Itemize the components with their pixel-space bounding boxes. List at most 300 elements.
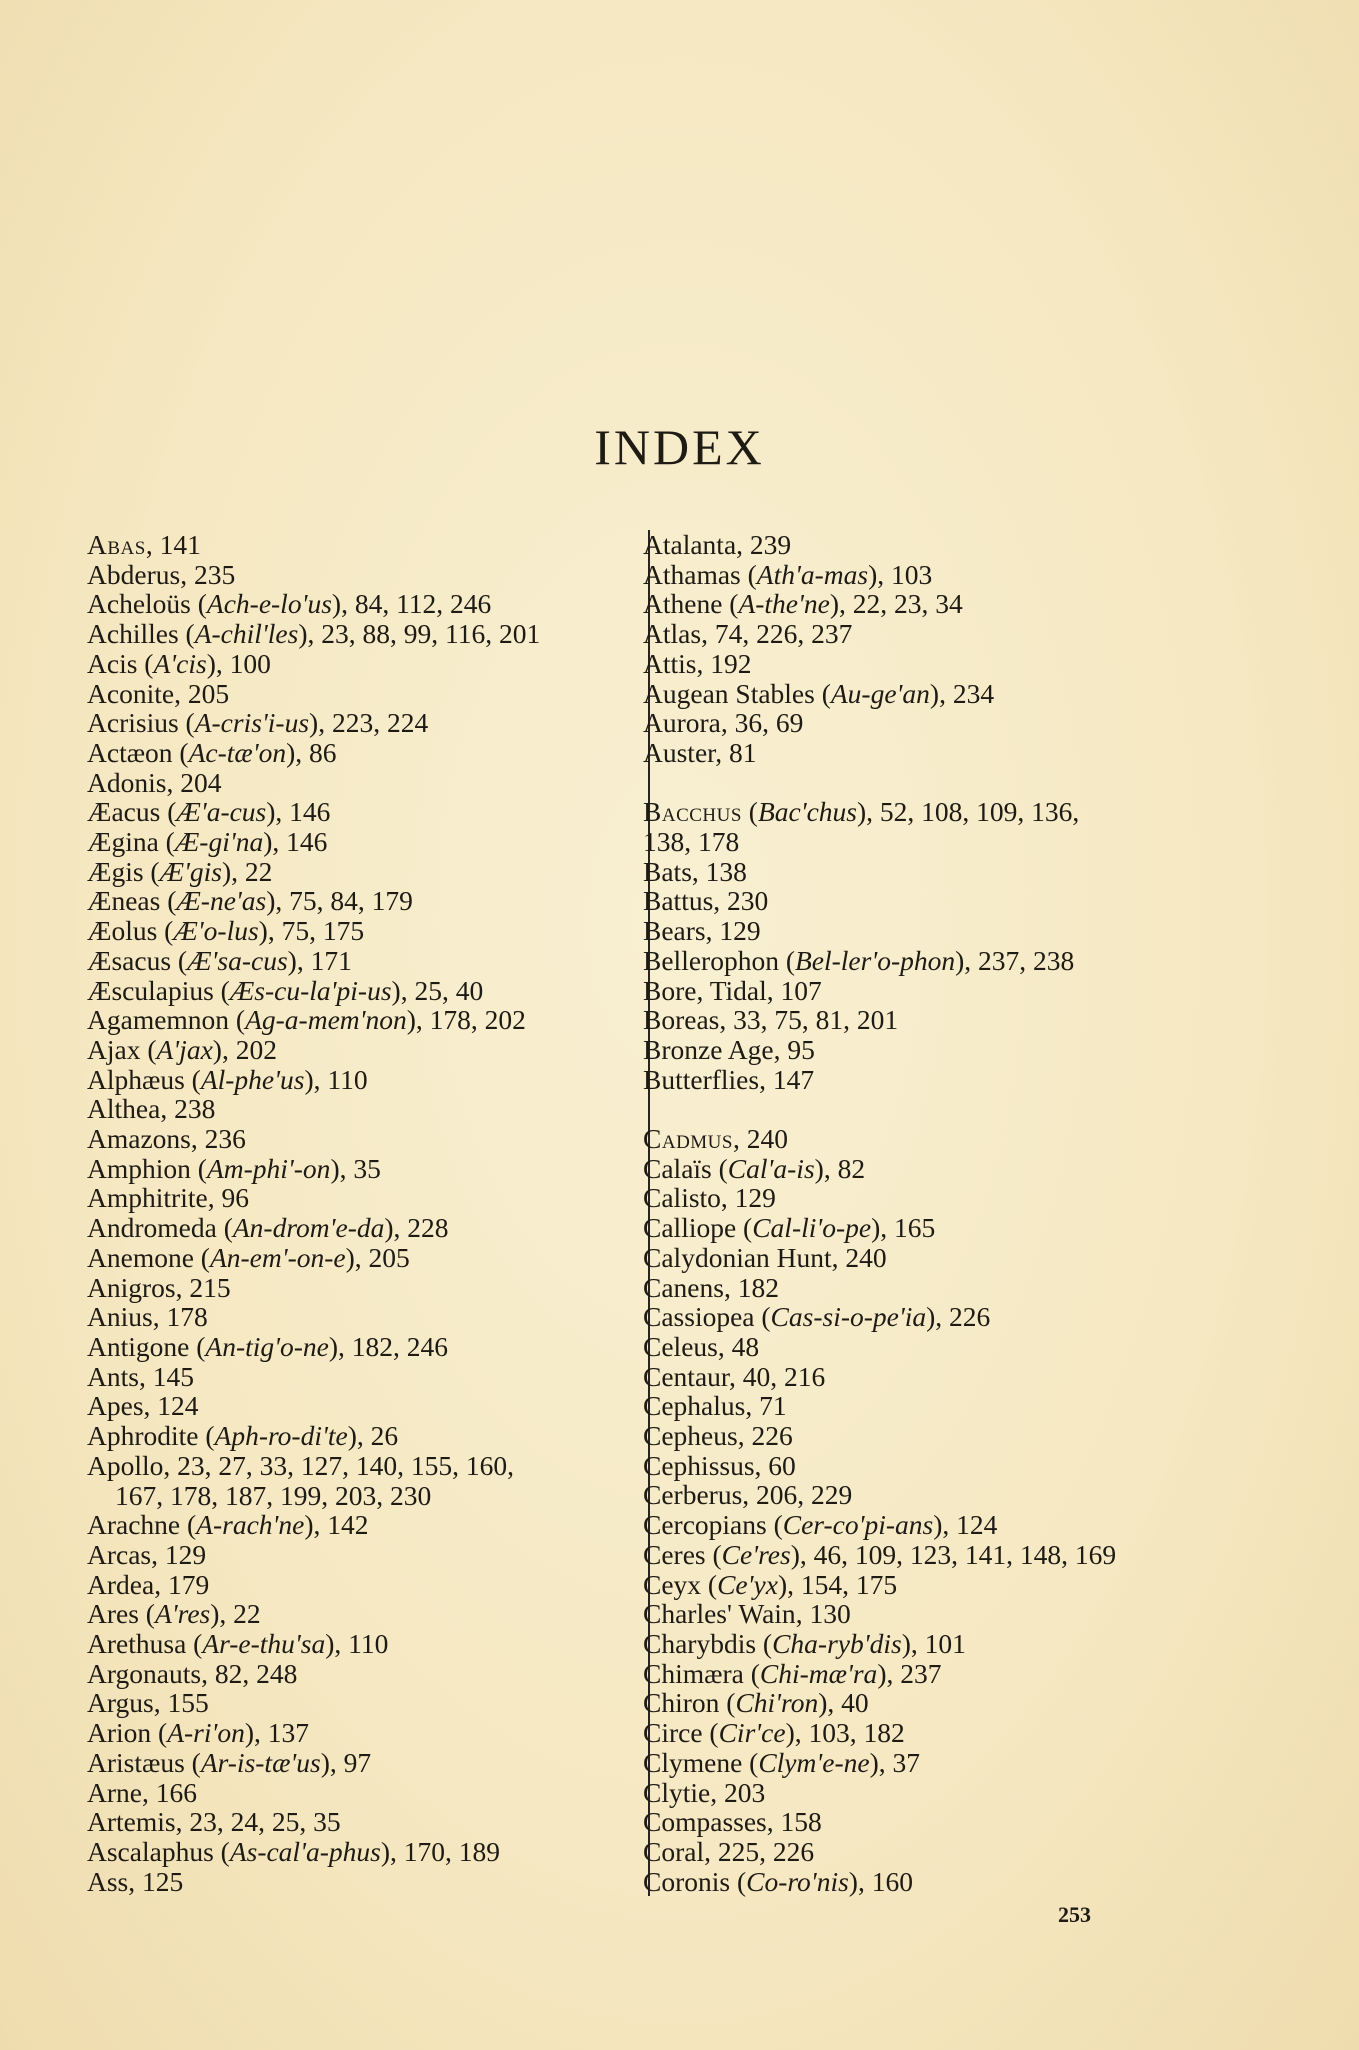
index-entry xyxy=(87,768,632,798)
entry-pages: ), 40 xyxy=(818,1687,869,1719)
entry-pronunciation: Co-ro'nis xyxy=(746,1865,849,1897)
entry-pages: , 95 xyxy=(773,1033,815,1065)
index-entry xyxy=(87,976,632,1006)
index-entry xyxy=(643,886,1190,916)
entry-pages: , 225, 226 xyxy=(704,1835,815,1867)
index-entry xyxy=(87,1718,632,1748)
entry-pronunciation: Ar-e-thu'sa xyxy=(202,1628,326,1660)
entry-headword: Ardea xyxy=(87,1568,155,1600)
entry-pages: ), 103, 182 xyxy=(785,1717,905,1749)
index-entry xyxy=(87,1688,632,1718)
entry-headword: Arethusa ( xyxy=(87,1628,203,1660)
entry-pronunciation: As-cal'a-phus xyxy=(229,1835,381,1867)
entry-pages: , 36, 69 xyxy=(720,707,804,739)
entry-pronunciation: A'cis xyxy=(153,647,207,679)
index-entry xyxy=(643,1005,1190,1035)
entry-headword: Cassiopea ( xyxy=(643,1301,771,1333)
index-entry xyxy=(643,976,1190,1006)
index-entry xyxy=(87,1421,632,1451)
entry-pronunciation: A-rach'ne xyxy=(196,1509,305,1541)
entry-headword: Actæon ( xyxy=(87,736,189,768)
entry-headword: Ascalaphus ( xyxy=(87,1835,230,1867)
entry-headword: Acheloüs ( xyxy=(87,588,207,620)
index-entry xyxy=(643,1124,1190,1154)
entry-pages: , 40, 216 xyxy=(728,1360,826,1392)
index-entry xyxy=(643,1867,1190,1897)
entry-pages: ), 82 xyxy=(814,1152,866,1184)
entry-paren: ( xyxy=(741,796,758,828)
entry-headword: Coral xyxy=(643,1835,705,1867)
entry-pages: , 130 xyxy=(795,1598,851,1630)
entry-pages: , 240 xyxy=(831,1241,887,1273)
index-entry xyxy=(643,1480,1190,1510)
entry-pages: , 203 xyxy=(710,1776,766,1808)
entry-headword: Cercopians ( xyxy=(643,1509,783,1541)
index-entry xyxy=(643,1659,1190,1689)
entry-pronunciation: Cas-si-o-pe'ia xyxy=(770,1301,927,1333)
entry-pronunciation: Ath'a-mas xyxy=(756,558,869,590)
index-entry xyxy=(87,1807,632,1837)
entry-headword: Charybdis ( xyxy=(643,1627,773,1659)
entry-headword: Ægis ( xyxy=(87,855,160,887)
entry-headword: Anigros xyxy=(87,1271,176,1303)
index-entry xyxy=(643,946,1190,976)
entry-headword: Chimæra ( xyxy=(643,1657,760,1689)
entry-pronunciation: Cer-co'pi-ans xyxy=(782,1509,934,1541)
entry-headword: Æsculapius ( xyxy=(87,974,230,1006)
letter-group-gap xyxy=(644,768,1190,798)
index-entry xyxy=(643,1599,1190,1629)
index-entry xyxy=(87,1124,632,1154)
entry-headword: Argonauts xyxy=(87,1657,202,1689)
entry-pages: ), 37 xyxy=(869,1746,920,1778)
entry-pages: ), 86 xyxy=(286,736,337,768)
entry-pages: , 138 xyxy=(691,855,747,887)
entry-pronunciation: Ce'yx xyxy=(717,1568,778,1600)
entry-pages: ), 84, 112, 246 xyxy=(331,588,492,620)
entry-headword: Ants xyxy=(87,1360,139,1392)
index-entry xyxy=(87,738,632,768)
index-entry xyxy=(87,530,632,560)
entry-headword: Argus xyxy=(87,1687,154,1719)
index-entry xyxy=(643,797,1190,827)
entry-pronunciation: Ach-e-lo'us xyxy=(206,588,332,620)
entry-headword: Butterflies xyxy=(643,1063,760,1095)
index-entry xyxy=(643,1718,1190,1748)
entry-pages: ), 110 xyxy=(304,1063,368,1095)
entry-headword: Cephissus xyxy=(643,1449,755,1481)
index-entry xyxy=(643,1748,1190,1778)
entry-headword: Antigone ( xyxy=(87,1330,206,1362)
entry-pages: , 235 xyxy=(180,558,236,590)
entry-headword: Charles' Wain xyxy=(643,1598,796,1630)
entry-pages: ), 75, 175 xyxy=(258,915,365,947)
entry-pages: , 226 xyxy=(737,1420,793,1452)
entry-pages: , 23, 27, 33, 127, 140, 155, 160, xyxy=(163,1449,515,1481)
entry-headword: Bronze Age xyxy=(643,1033,774,1065)
entry-headword: Amazons xyxy=(87,1123,191,1155)
entry-pages: ), 228 xyxy=(384,1212,449,1244)
entry-headword: Attis xyxy=(643,647,697,679)
entry-headword: Cerberus xyxy=(643,1479,743,1511)
entry-pronunciation: Al-phe'us xyxy=(200,1063,305,1095)
index-column-left xyxy=(87,530,632,1896)
index-entry xyxy=(87,1599,632,1629)
entry-pages: ), 25, 40 xyxy=(391,974,484,1006)
entry-pronunciation: Aph-ro-di'te xyxy=(214,1420,348,1452)
entry-pages: ), 22, 23, 34 xyxy=(829,588,963,620)
index-entry xyxy=(87,827,632,857)
index-entry xyxy=(87,679,632,709)
index-entry xyxy=(87,1748,632,1778)
entry-pages: ), 46, 109, 123, 141, 148, 169 xyxy=(790,1538,1117,1570)
index-entry xyxy=(87,1302,632,1332)
entry-pages: , 107 xyxy=(766,974,822,1006)
entry-headword: Clymene ( xyxy=(643,1746,759,1778)
entry-headword: Athene ( xyxy=(643,588,739,620)
entry-pages: , 215 xyxy=(175,1271,231,1303)
entry-pages: ), 146 xyxy=(263,826,328,858)
page-number: 253 xyxy=(1058,1902,1091,1927)
entry-pages: ), 154, 175 xyxy=(777,1568,898,1600)
index-entry xyxy=(87,1154,632,1184)
entry-headword: Alphæus ( xyxy=(87,1063,201,1095)
entry-pronunciation: A'jax xyxy=(156,1033,213,1065)
index-entry xyxy=(643,1362,1190,1392)
entry-headword: Celeus xyxy=(643,1330,718,1362)
entry-pages: , 166 xyxy=(141,1776,197,1808)
index-entry xyxy=(87,1570,632,1600)
entry-pronunciation: A-ri'on xyxy=(167,1717,245,1749)
entry-pronunciation: Cal'a-is xyxy=(727,1152,815,1184)
index-entry xyxy=(643,1065,1190,1095)
entry-headword: Chiron ( xyxy=(643,1687,736,1719)
entry-headword: Æneas ( xyxy=(87,885,177,917)
index-entry xyxy=(87,1867,632,1897)
entry-headword: Abderus xyxy=(87,558,181,590)
index-entry xyxy=(643,1421,1190,1451)
entry-pronunciation: A-chil'les xyxy=(194,618,299,650)
entry-pages: ), 237 xyxy=(877,1657,942,1689)
entry-headword: Acis ( xyxy=(87,647,154,679)
entry-pages: ), 182, 246 xyxy=(328,1330,449,1362)
entry-pronunciation: Am-phi'-on xyxy=(206,1152,331,1184)
entry-headword: Circe ( xyxy=(643,1717,719,1749)
entry-pages: ), 165 xyxy=(871,1212,936,1244)
index-entry xyxy=(87,1183,632,1213)
entry-pages: , 125 xyxy=(128,1865,184,1897)
entry-pronunciation: Bac'chus xyxy=(757,796,858,828)
index-entry xyxy=(643,1035,1190,1065)
entry-headword: Ares ( xyxy=(87,1598,155,1630)
entry-headword: Calliope ( xyxy=(643,1212,753,1244)
index-entry xyxy=(643,1391,1190,1421)
entry-headword: Boreas xyxy=(643,1004,720,1036)
index-entry xyxy=(643,1213,1190,1243)
entry-headword: Anius xyxy=(87,1301,153,1333)
index-entry xyxy=(643,1183,1190,1213)
index-entry xyxy=(643,619,1190,649)
entry-pages: , 129 xyxy=(705,915,761,947)
entry-pages: , 23, 24, 25, 35 xyxy=(175,1806,341,1838)
entry-headword: Ajax ( xyxy=(87,1033,157,1065)
entry-pronunciation: Æ-gi'na xyxy=(174,826,264,858)
index-entry xyxy=(643,1302,1190,1332)
index-entry xyxy=(87,1629,632,1659)
entry-headword: Æsacus ( xyxy=(87,944,188,976)
index-entry xyxy=(643,1243,1190,1273)
entry-pronunciation: An-tig'o-ne xyxy=(205,1330,329,1362)
index-entry xyxy=(87,916,632,946)
index-entry xyxy=(643,1540,1190,1570)
entry-pages: ), 23, 88, 99, 116, 201 xyxy=(298,618,541,650)
index-entry xyxy=(643,1688,1190,1718)
index-entry xyxy=(643,1510,1190,1540)
entry-headword: Anemone ( xyxy=(87,1241,210,1273)
entry-pages: ), 226 xyxy=(926,1301,991,1333)
index-column-right xyxy=(643,529,1190,1897)
entry-headword: Cadmus xyxy=(643,1123,733,1155)
entry-pronunciation: Chi'ron xyxy=(735,1687,819,1719)
index-entry xyxy=(87,1659,632,1689)
index-entry-continuation xyxy=(87,1481,632,1511)
entry-pronunciation: Ce'res xyxy=(721,1538,791,1570)
entry-headword: Ceres ( xyxy=(643,1538,722,1570)
entry-pronunciation: Æs-cu-la'pi-us xyxy=(229,974,392,1006)
entry-pages: , 74, 226, 237 xyxy=(701,618,853,650)
entry-pages: , 155 xyxy=(153,1687,209,1719)
index-entry xyxy=(643,857,1190,887)
index-entry xyxy=(643,1837,1190,1867)
index-entry xyxy=(643,1332,1190,1362)
entry-pages: ), 52, 108, 109, 136, xyxy=(857,796,1080,828)
index-entry xyxy=(643,530,1190,560)
entry-pages: , 96 xyxy=(207,1182,249,1214)
entry-pages: ), 22 xyxy=(222,855,273,887)
entry-pages: ), 205 xyxy=(345,1241,410,1273)
entry-headword: Apes xyxy=(87,1390,144,1422)
entry-headword: Calydonian Hunt xyxy=(643,1241,832,1273)
entry-headword: Canens xyxy=(643,1271,724,1303)
entry-pages: ), 146 xyxy=(266,796,331,828)
index-entry xyxy=(643,708,1190,738)
entry-pages: ), 223, 224 xyxy=(309,707,429,739)
entry-pages: ), 124 xyxy=(933,1509,998,1541)
entry-pages: , 179 xyxy=(154,1568,210,1600)
index-entry xyxy=(87,1094,632,1124)
entry-pages: , 145 xyxy=(138,1360,194,1392)
index-entry-continuation xyxy=(643,827,1190,857)
entry-headword: Amphion ( xyxy=(87,1152,207,1184)
entry-pages: , 236 xyxy=(190,1123,246,1155)
entry-pages: ), 22 xyxy=(210,1598,261,1630)
index-entry xyxy=(87,1243,632,1273)
entry-pages: , 230 xyxy=(713,885,769,917)
entry-headword: Aurora xyxy=(643,707,721,739)
index-entry xyxy=(87,708,632,738)
entry-pages: , 82, 248 xyxy=(201,1657,298,1689)
entry-headword: Amphitrite xyxy=(87,1182,208,1214)
entry-continuation-text: 167, 178, 187, 199, 203, 230 xyxy=(115,1479,432,1511)
entry-headword: Aconite xyxy=(87,677,175,709)
entry-pages: , 239 xyxy=(736,529,792,560)
index-entry xyxy=(87,619,632,649)
entry-headword: Cephalus xyxy=(643,1390,746,1422)
index-entry xyxy=(87,1391,632,1421)
index-entry xyxy=(87,1332,632,1362)
entry-pronunciation: Cir'ce xyxy=(718,1717,786,1749)
entry-pages: , 141 xyxy=(145,529,201,560)
entry-headword: Arcas xyxy=(87,1538,152,1570)
entry-pages: , 33, 75, 81, 201 xyxy=(719,1004,899,1036)
entry-pages: ), 137 xyxy=(244,1717,310,1749)
entry-pages: ), 26 xyxy=(347,1420,399,1452)
entry-headword: Calaïs ( xyxy=(643,1152,728,1184)
entry-pages: , 178 xyxy=(152,1301,208,1333)
entry-pages: ), 170, 189 xyxy=(380,1835,500,1867)
index-entry xyxy=(87,1035,632,1065)
entry-headword: Bacchus xyxy=(643,796,742,828)
entry-headword: Arne xyxy=(87,1776,142,1808)
entry-pages: , 129 xyxy=(720,1182,776,1214)
entry-headword: Coronis ( xyxy=(643,1865,747,1897)
entry-headword: Bears xyxy=(643,915,706,947)
entry-headword: Auster xyxy=(643,736,716,768)
entry-pronunciation: Ac-tæ'on xyxy=(188,736,287,768)
entry-headword: Bore, Tidal xyxy=(643,974,767,1006)
entry-pages: , 240 xyxy=(732,1123,788,1155)
entry-pages: , 192 xyxy=(696,647,752,679)
index-entry xyxy=(643,560,1190,590)
entry-headword: Æacus ( xyxy=(87,796,177,828)
entry-pronunciation: An-drom'e-da xyxy=(232,1212,385,1244)
entry-pronunciation: Æ'o-lus xyxy=(173,915,259,947)
entry-headword: Cepheus xyxy=(643,1420,738,1452)
entry-headword: Aphrodite ( xyxy=(87,1420,215,1452)
entry-pages: , 147 xyxy=(759,1063,815,1095)
entry-headword: Apollo xyxy=(87,1449,164,1481)
index-entry xyxy=(87,1065,632,1095)
entry-pages: , 71 xyxy=(745,1390,787,1422)
index-entry xyxy=(643,1778,1190,1808)
entry-headword: Artemis xyxy=(87,1806,176,1838)
entry-pages: , 205 xyxy=(174,677,230,709)
entry-pages: , 238 xyxy=(160,1093,216,1125)
entry-pronunciation: Æ'a-cus xyxy=(176,796,267,828)
index-entry xyxy=(643,916,1190,946)
entry-headword: Aristæus ( xyxy=(87,1746,201,1778)
entry-pronunciation: A'res xyxy=(154,1598,211,1630)
entry-headword: Arachne ( xyxy=(87,1509,197,1541)
index-entry xyxy=(87,1510,632,1540)
index-entry xyxy=(87,1540,632,1570)
entry-pronunciation: Bel-ler'o-phon xyxy=(794,944,956,976)
entry-pages: ), 178, 202 xyxy=(406,1004,526,1036)
letter-group-gap xyxy=(644,1094,1190,1124)
entry-pages: ), 110 xyxy=(325,1628,389,1660)
entry-pages: ), 101 xyxy=(901,1627,966,1659)
index-entry xyxy=(643,589,1190,619)
entry-headword: Bats xyxy=(643,855,692,887)
index-entry xyxy=(643,1154,1190,1184)
index-entry xyxy=(87,560,632,590)
entry-pages: ), 75, 84, 179 xyxy=(266,885,413,917)
entry-pages: , 81 xyxy=(715,736,757,768)
entry-pages: , 124 xyxy=(143,1390,199,1422)
entry-pronunciation: A-the'ne xyxy=(738,588,830,620)
index-entry xyxy=(87,649,632,679)
entry-pages: ), 234 xyxy=(929,677,995,709)
index-entry xyxy=(87,1778,632,1808)
entry-headword: Battus xyxy=(643,885,714,917)
entry-pages: ), 160 xyxy=(848,1865,913,1897)
entry-pages: , 129 xyxy=(151,1538,207,1570)
entry-pronunciation: Cal-li'o-pe xyxy=(752,1212,872,1244)
entry-pages: ), 35 xyxy=(330,1152,381,1184)
index-entry xyxy=(87,1213,632,1243)
index-entry xyxy=(87,589,632,619)
page-title: INDEX xyxy=(594,419,765,475)
entry-headword: Calisto xyxy=(643,1182,721,1214)
index-entry xyxy=(87,946,632,976)
entry-headword: Atlas xyxy=(643,618,702,650)
entry-pages: ), 171 xyxy=(287,944,352,976)
index-entry xyxy=(87,1362,632,1392)
entry-pronunciation: An-em'-on-e xyxy=(209,1241,346,1273)
index-entry xyxy=(643,1451,1190,1481)
entry-pages: ), 202 xyxy=(212,1033,277,1065)
index-entry xyxy=(643,738,1190,768)
entry-headword: Ass xyxy=(87,1865,129,1897)
entry-pages: , 206, 229 xyxy=(742,1479,853,1511)
index-entry xyxy=(643,649,1190,679)
entry-pages: ), 97 xyxy=(320,1746,372,1778)
entry-pronunciation: Au-ge'an xyxy=(830,677,930,709)
index-entry xyxy=(87,1005,632,1035)
index-entry xyxy=(87,857,632,887)
entry-continuation-text: 138, 178 xyxy=(643,826,740,858)
entry-pages: ), 142 xyxy=(304,1509,369,1541)
entry-pages: , 204 xyxy=(166,766,222,798)
entry-headword: Abas xyxy=(87,529,146,560)
entry-pages: , 60 xyxy=(754,1449,796,1481)
index-entry xyxy=(87,1451,632,1481)
entry-headword: Achilles ( xyxy=(87,618,195,650)
index-entry xyxy=(87,1837,632,1867)
index-entry xyxy=(643,1570,1190,1600)
entry-headword: Arion ( xyxy=(87,1717,168,1749)
entry-pages: , 158 xyxy=(766,1806,822,1838)
entry-headword: Althea xyxy=(87,1093,161,1125)
index-entry xyxy=(643,1629,1190,1659)
entry-headword: Centaur xyxy=(643,1360,729,1392)
entry-pronunciation: Æ'sa-cus xyxy=(187,944,288,976)
entry-pages: ), 103 xyxy=(868,558,933,590)
entry-headword: Adonis xyxy=(87,766,167,798)
index-entry xyxy=(643,679,1190,709)
entry-headword: Augean Stables ( xyxy=(643,677,831,709)
entry-pronunciation: Clym'e-ne xyxy=(758,1746,870,1778)
entry-headword: Ceyx ( xyxy=(643,1568,718,1600)
entry-pronunciation: A-cris'i-us xyxy=(194,707,310,739)
entry-pages: ), 237, 238 xyxy=(955,944,1075,976)
entry-headword: Agamemnon ( xyxy=(87,1004,246,1036)
entry-headword: Acrisius ( xyxy=(87,707,195,739)
entry-pronunciation: Æ'gis xyxy=(159,855,223,887)
entry-pronunciation: Ar-is-tæ'us xyxy=(200,1746,321,1778)
index-entry xyxy=(87,797,632,827)
entry-pages: , 182 xyxy=(723,1271,779,1303)
